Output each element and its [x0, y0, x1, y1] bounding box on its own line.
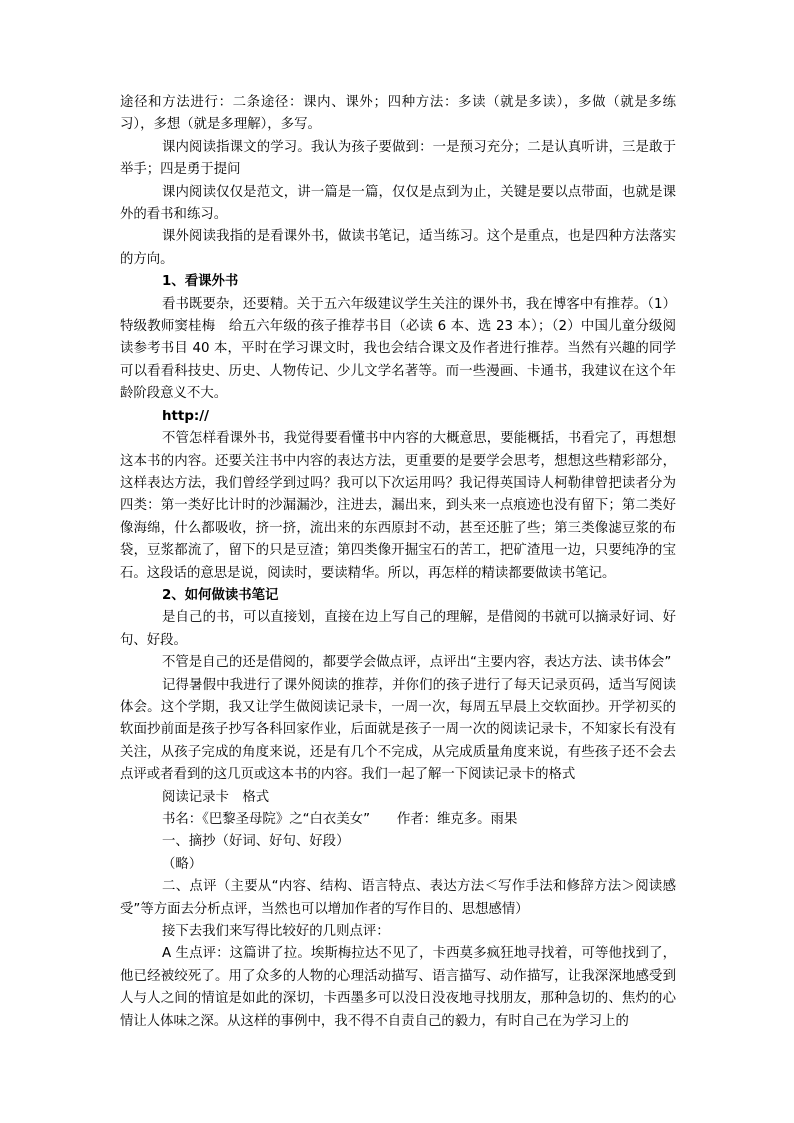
paragraph: 课外阅读我指的是看课外书，做读书笔记，适当练习。这个是重点，也是四种方法落实的方向。	[120, 229, 676, 267]
book-title-line: 书名：《巴黎圣母院》之“白衣美女” 作者：维克多。雨果	[162, 812, 518, 827]
paragraph: 记得暑假中我进行了课外阅读的推荐，并你们的孩子进行了每天记录页码，适当写阅读体会。这个学期，我又让学生做阅读记录卡，一周一次，每周五早晨上交软面抄。开学初买的软面抄前面是孩子抄写各科回家作业，后面就是孩子一周一次的阅读记录卡，不知家长有没有关注，从孩子完成的角度来说，还是有几个不完成，从完成质量角度来说，有些孩子还不会去点评或者看到的这几页或这本书的内容。我们一起了解一下阅读记录卡的格式	[120, 677, 676, 783]
omitted-note: （略）	[162, 856, 203, 872]
paragraph: 不管怎样看课外书，我觉得要看懂书中内容的大概意思，要能概括，书看完了，再想想这本书的内容。还要关注书中内容的表达方法，更重要的是要学会思考，想想这些精彩部分，这样表达方法，我们曾经学到过吗？我可以下次运用吗？我记得英国诗人柯勒律曾把读者分为四类：第一类好比计时的沙漏漏沙，注进去，漏出来，到头来一点痕迹也没有留下；第二类好像海绵，什么都吸收，挤一挤，流出来的东西原封不动，甚至还脏了些；第三类像滤豆浆的布袋，豆浆都流了，留下的只是豆渣；第四类像开掘宝石的苦工，把矿渣甩一边，只要纯净的宝石。这段话的意思是说，阅读时，要读精华。所以，再怎样的精读都要做读书笔记。	[120, 431, 676, 581]
paragraph: 途径和方法进行：二条途径：课内、课外；四种方法：多读（就是多读），多做（就是多练习），多想（就是多理解），多写。	[120, 95, 676, 133]
paragraph: 是自己的书，可以直接划，直接在边上写自己的理解，是借阅的书就可以摘录好词、好句、好段。	[120, 610, 676, 648]
excerpt-heading: 一、摘抄（好词、好句、好段）	[162, 834, 350, 850]
document-page	[120, 92, 676, 1033]
comment-heading: 二、点评（主要从“内容、结构、语言特点、表达方法＜写作手法和修辞方法＞阅读感受”等方面去分析点评，当然也可以增加作者的写作目的、思想感情）	[120, 879, 676, 917]
paragraph: 课内阅读仅仅是范文，讲一篇是一篇，仅仅是点到为止，关键是要以点带面，也就是课外的看书和练习。	[120, 184, 676, 223]
paragraph: 看书既要杂，还要精。关于五六年级建议学生关注的课外书，我在博客中有推荐。（1）特级教师窦桂梅 给五六年级的孩子推荐书目（必读 6 本、选 23 本）；（2）中国儿童分级阅读参考书目 40 本，平时在学习课文时，我也会结合课文及作者进行推荐。当然有兴趣的同学可以看看科技史、历史、人物传记、少儿文学名著等。而一些漫画、卡通书，我建议在这个年龄阶段意义不大。	[120, 296, 676, 402]
section-heading: 1、看课外书	[162, 274, 239, 290]
paragraph: 课内阅读指课文的学习。我认为孩子要做到：一是预习充分；二是认真听讲，三是敢于举手；四是勇于提问	[120, 139, 676, 178]
card-title: 阅读记录卡 格式	[162, 789, 270, 805]
paragraph: 接下去我们来写得比较好的几则点评：	[162, 924, 390, 940]
section-heading: 2、如何做读书笔记	[162, 587, 279, 603]
paragraph: 不管是自己的还是借阅的，都要学会做点评，点评出“主要内容，表达方法、读书体会”	[162, 655, 672, 671]
student-comment: A 生点评：这篇讲了拉。埃斯梅拉达不见了，卡西莫多疯狂地寻找着，可等他找到了，他已经被绞死了。用了众多的人物的心理活动描写、语言描写、动作描写，让我深深地感受到人与人之间的情谊是如此的深切，卡西墨多可以没日没夜地寻找朋友，那种急切的、焦灼的心情让人体味之深。从这样的事例中，我不得不自责自己的毅力，有时自己在为学习上的	[120, 946, 676, 1029]
link-text: http://	[162, 408, 210, 424]
